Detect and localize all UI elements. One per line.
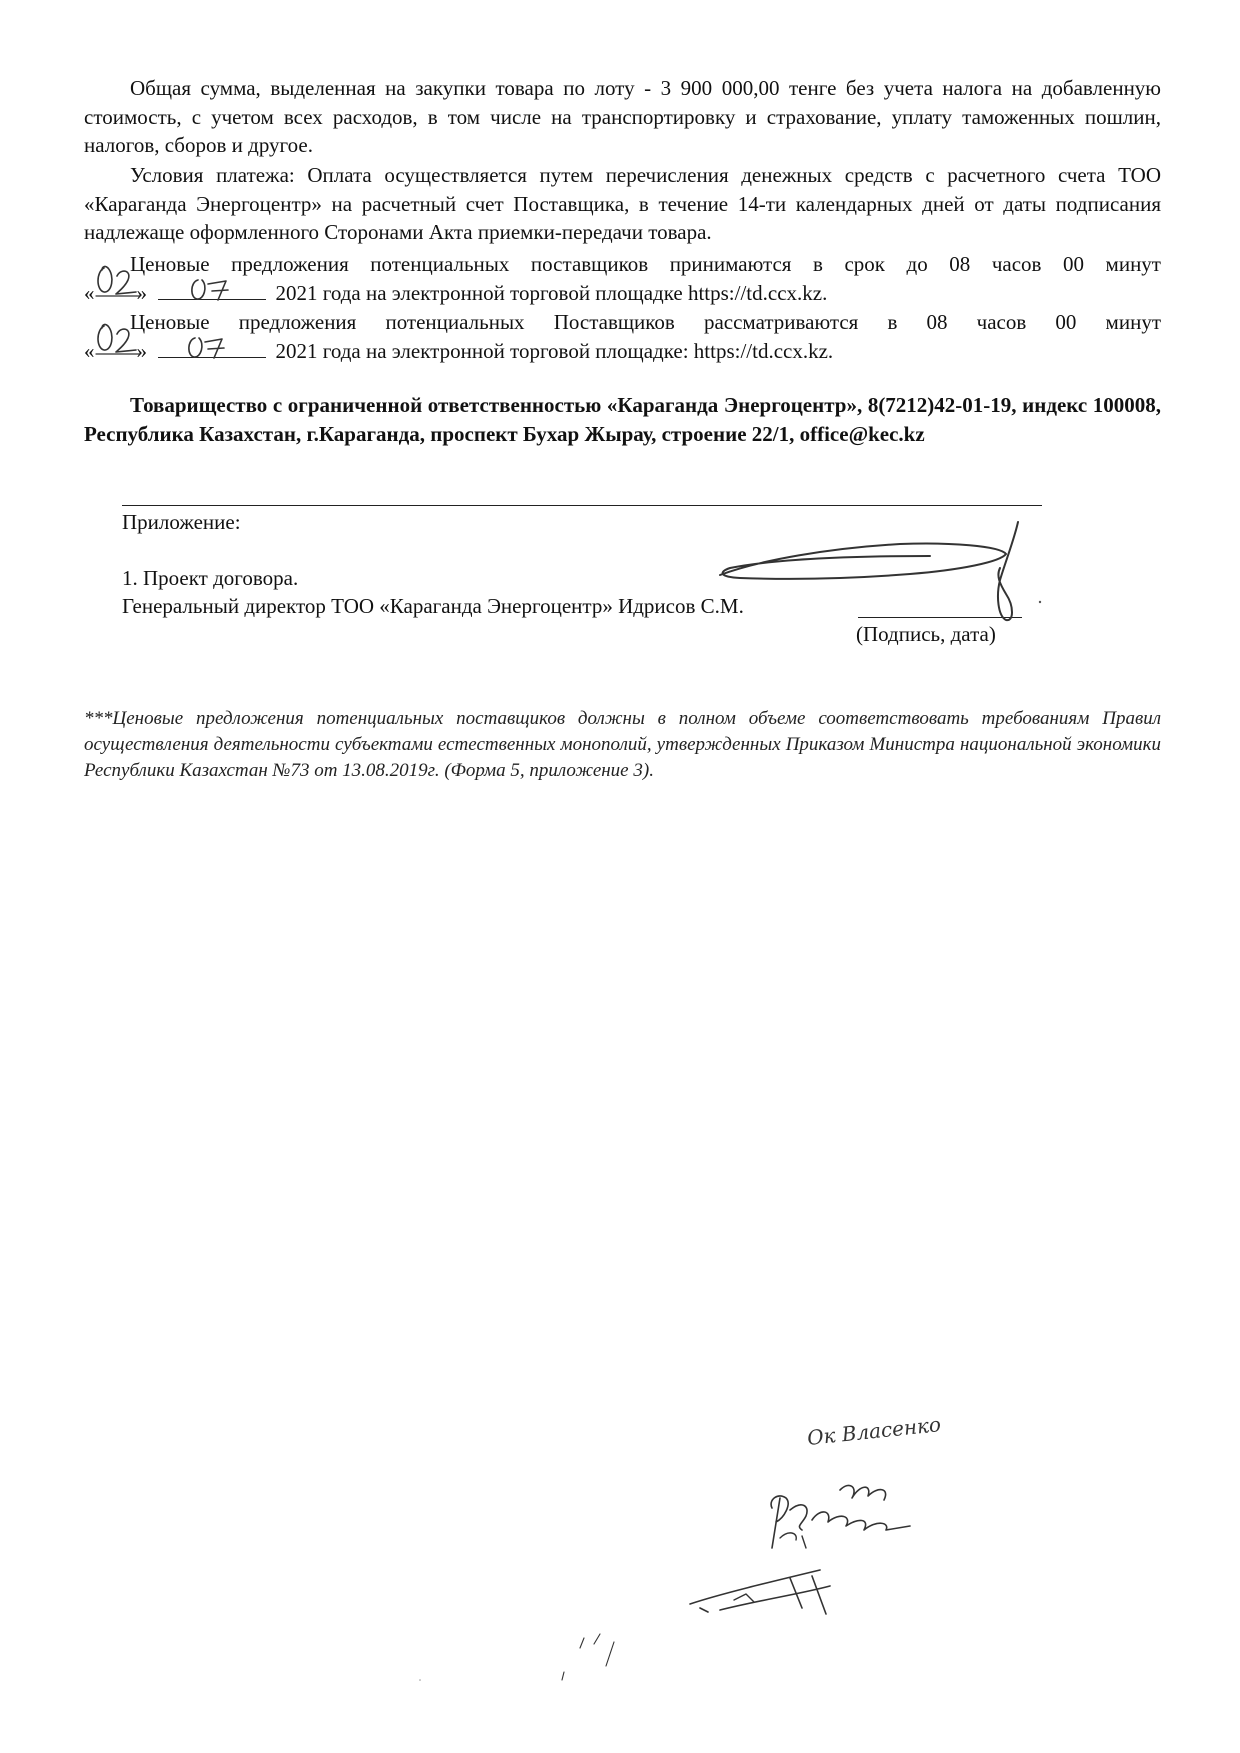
total-sum-paragraph: Общая сумма, выделенная на закупки товара по лоту - 3 900 000,00 тенге без учета налога на добавленную стоимость, с учетом всех расходов, в том числе на транспортировку и страхование, уплату таможенных пошлин, налогов, сборов и другое.: [84, 76, 1161, 157]
review-quote-close: »: [136, 339, 147, 363]
approval-note: Ок Власенко: [806, 1412, 943, 1450]
accept-quote-close: »: [136, 281, 147, 305]
handwritten-accept-day: [96, 267, 140, 296]
review-deadline-line1: Ценовые предложения потенциальных Поставщиков рассматриваются в 08 часов 00 минут: [130, 310, 1161, 334]
separator-line: [122, 505, 1042, 506]
accept-quote-open: «: [84, 281, 95, 305]
director-line: Генеральный директор ТОО «Караганда Энергоцентр» Идрисов С.М.: [122, 594, 744, 618]
handwritten-review-day: [96, 325, 140, 354]
signature-dot: [1039, 601, 1041, 603]
review-date-rest: 2021 года на электронной торговой площадке: https://td.ccx.kz.: [275, 339, 834, 363]
accept-date-rest: 2021 года на электронной торговой площадке https://td.ccx.kz.: [275, 281, 828, 305]
signature-caption: (Подпись, дата): [856, 622, 996, 646]
handwritten-dates: [0, 0, 1240, 400]
attachment-item: 1. Проект договора.: [122, 566, 299, 590]
attachment-heading: Приложение:: [122, 510, 241, 534]
footnote: ***Ценовые предложения потенциальных поставщиков должны в полном объеме соответствовать требованиям Правил осуществления деятельности субъектами естественных монополий, утвержденных Приказом Министра национальной экономики Республики Казахстан №73 от 13.08.2019г. (Форма 5, приложение 3).: [84, 708, 1161, 781]
company-info: Товарищество с ограниченной ответственностью «Караганда Энергоцентр», 8(7212)42-01-19, индекс 100008, Республика Казахстан, г.Караганда, проспект Бухар Жырау, строение 22/1, office@kec.kz: [84, 393, 1161, 446]
accept-deadline-line1: Ценовые предложения потенциальных поставщиков принимаются в срок до 08 часов 00 минут: [130, 252, 1161, 276]
handwritten-accept-month: [192, 280, 228, 300]
handwritten-review-month: [189, 338, 224, 358]
review-quote-open: «: [84, 339, 95, 363]
payment-terms-paragraph: Условия платежа: Оплата осуществляется путем перечисления денежных средств с расчетного счета ТОО «Караганда Энергоцентр» на расчетный счет Поставщика, в течение 14-ти календарных дней от даты подписания надлежаще оформленного Сторонами Акта приемки-передачи товара.: [84, 163, 1161, 244]
approval-signatures: [540, 1380, 943, 1700]
director-signature: [700, 520, 1100, 640]
